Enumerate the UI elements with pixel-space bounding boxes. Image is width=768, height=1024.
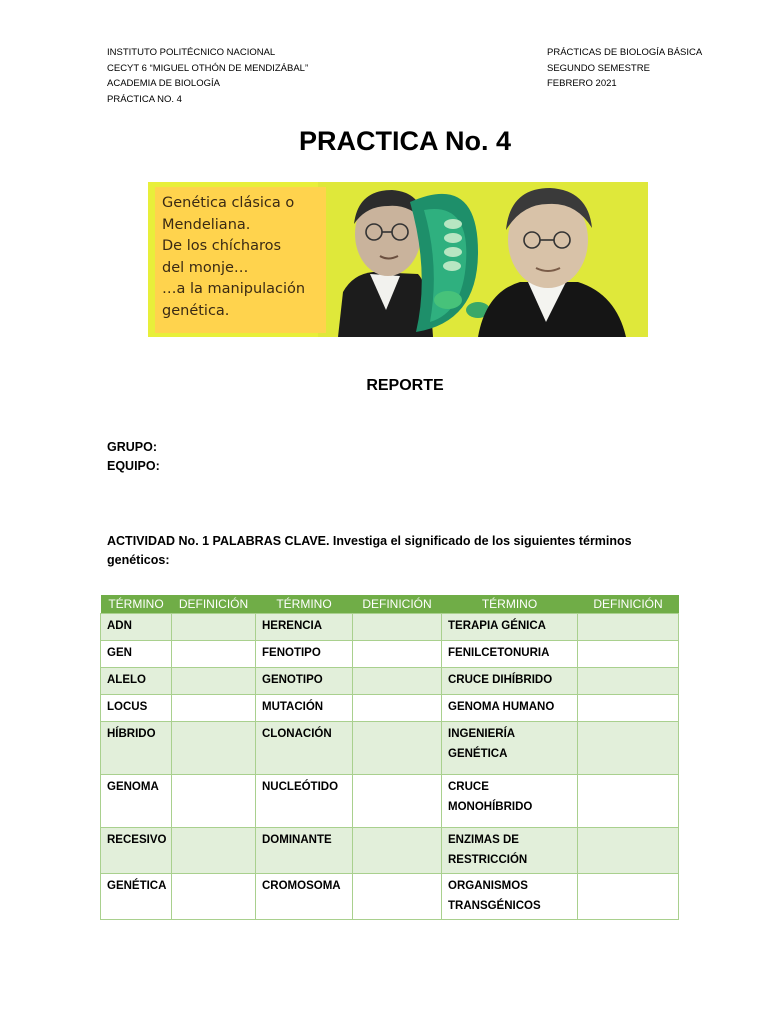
term-cell: CRUCE DIHÍBRIDO <box>442 668 578 695</box>
term-cell: CLONACIÓN <box>256 722 353 775</box>
column-header: DEFINICIÓN <box>172 595 256 614</box>
team-label: EQUIPO: <box>107 459 160 473</box>
header-academy: ACADEMIA DE BIOLOGÍA <box>107 78 220 89</box>
term-cell: GENÉTICA <box>101 874 172 920</box>
caption-line: Mendeliana. <box>162 216 251 233</box>
table-row <box>101 614 679 641</box>
term-cell: HERENCIA <box>256 614 353 641</box>
term-cell: LOCUS <box>101 695 172 722</box>
header-school: CECYT 6 “MIGUEL OTHÓN DE MENDIZÁBAL” <box>107 62 309 74</box>
table-row <box>101 775 679 828</box>
definition-cell[interactable] <box>578 695 679 722</box>
term-cell: NUCLEÓTIDO <box>256 775 353 828</box>
table-row <box>101 641 679 668</box>
caption-line: genética. <box>162 302 230 319</box>
definition-cell[interactable] <box>578 668 679 695</box>
report-heading: REPORTE <box>366 377 444 394</box>
column-header: TÉRMINO <box>101 595 172 614</box>
terms-table <box>100 595 679 920</box>
term-cell: GENOMA <box>101 775 172 828</box>
term-cell: HÍBRIDO <box>101 722 172 775</box>
table-row <box>101 828 679 874</box>
term-cell: GENOTIPO <box>256 668 353 695</box>
definition-cell[interactable] <box>353 695 442 722</box>
definition-cell[interactable] <box>172 722 256 775</box>
term-cell: RECESIVO <box>101 828 172 874</box>
definition-cell[interactable] <box>172 828 256 874</box>
table-row <box>101 722 679 775</box>
definition-cell[interactable] <box>353 641 442 668</box>
definition-cell[interactable] <box>353 668 442 695</box>
definition-cell[interactable] <box>578 828 679 874</box>
definition-cell[interactable] <box>353 614 442 641</box>
term-cell: FENILCETONURIA <box>442 641 578 668</box>
term-cell: ENZIMAS DE RESTRICCIÓN <box>442 828 578 874</box>
definition-cell[interactable] <box>353 722 442 775</box>
term-cell: CROMOSOMA <box>256 874 353 920</box>
table-row <box>101 695 679 722</box>
term-cell: ORGANISMOS TRANSGÉNICOS <box>442 874 578 920</box>
term-cell: GEN <box>101 641 172 668</box>
term-cell: MUTACIÓN <box>256 695 353 722</box>
definition-cell[interactable] <box>172 775 256 828</box>
term-cell: ALELO <box>101 668 172 695</box>
definition-cell[interactable] <box>578 874 679 920</box>
table-row <box>101 874 679 920</box>
definition-cell[interactable] <box>578 614 679 641</box>
definition-cell[interactable] <box>353 775 442 828</box>
term-cell: FENOTIPO <box>256 641 353 668</box>
group-fields <box>107 438 160 476</box>
term-cell: CRUCE MONOHÍBRIDO <box>442 775 578 828</box>
definition-cell[interactable] <box>172 874 256 920</box>
group-label: GRUPO: <box>107 440 157 454</box>
column-header: DEFINICIÓN <box>353 595 442 614</box>
caption-line: De los chícharos <box>162 238 282 254</box>
term-cell: DOMINANTE <box>256 828 353 874</box>
definition-cell[interactable] <box>353 828 442 874</box>
column-header: TÉRMINO <box>442 595 578 614</box>
header-practice: PRÁCTICA NO. 4 <box>107 93 182 105</box>
definition-cell[interactable] <box>172 668 256 695</box>
term-cell: GENOMA HUMANO <box>442 695 578 722</box>
definition-cell[interactable] <box>353 874 442 920</box>
header-right <box>547 45 702 92</box>
activity-instructions: ACTIVIDAD No. 1 PALABRAS CLAVE. Investiga el significado de los siguientes términos genéticos: <box>107 534 632 567</box>
column-header: TÉRMINO <box>256 595 353 614</box>
definition-cell[interactable] <box>172 641 256 668</box>
header-date: FEBRERO 2021 <box>547 78 617 89</box>
column-header: DEFINICIÓN <box>578 595 679 614</box>
term-cell: TERAPIA GÉNICA <box>442 614 578 641</box>
header-semester: SEGUNDO SEMESTRE <box>547 62 650 74</box>
header-left <box>107 45 308 107</box>
banner-image <box>148 182 648 337</box>
definition-cell[interactable] <box>172 614 256 641</box>
definition-cell[interactable] <box>578 722 679 775</box>
definition-cell[interactable] <box>578 641 679 668</box>
caption-line: del monje… <box>162 259 249 276</box>
table-row <box>101 668 679 695</box>
caption-line: …a la manipulación <box>162 281 306 297</box>
page-title: PRACTICA No. 4 <box>298 126 511 156</box>
definition-cell[interactable] <box>172 695 256 722</box>
header-course: PRÁCTICAS DE BIOLOGÍA BÁSICA <box>547 47 703 58</box>
definition-cell[interactable] <box>578 775 679 828</box>
banner-caption <box>155 187 326 333</box>
header-institute: INSTITUTO POLITÉCNICO NACIONAL <box>107 47 276 58</box>
term-cell: INGENIERÍA GENÉTICA <box>442 722 578 775</box>
caption-line: Genética clásica o <box>162 195 295 211</box>
table-header-row <box>101 595 679 614</box>
term-cell: ADN <box>101 614 172 641</box>
